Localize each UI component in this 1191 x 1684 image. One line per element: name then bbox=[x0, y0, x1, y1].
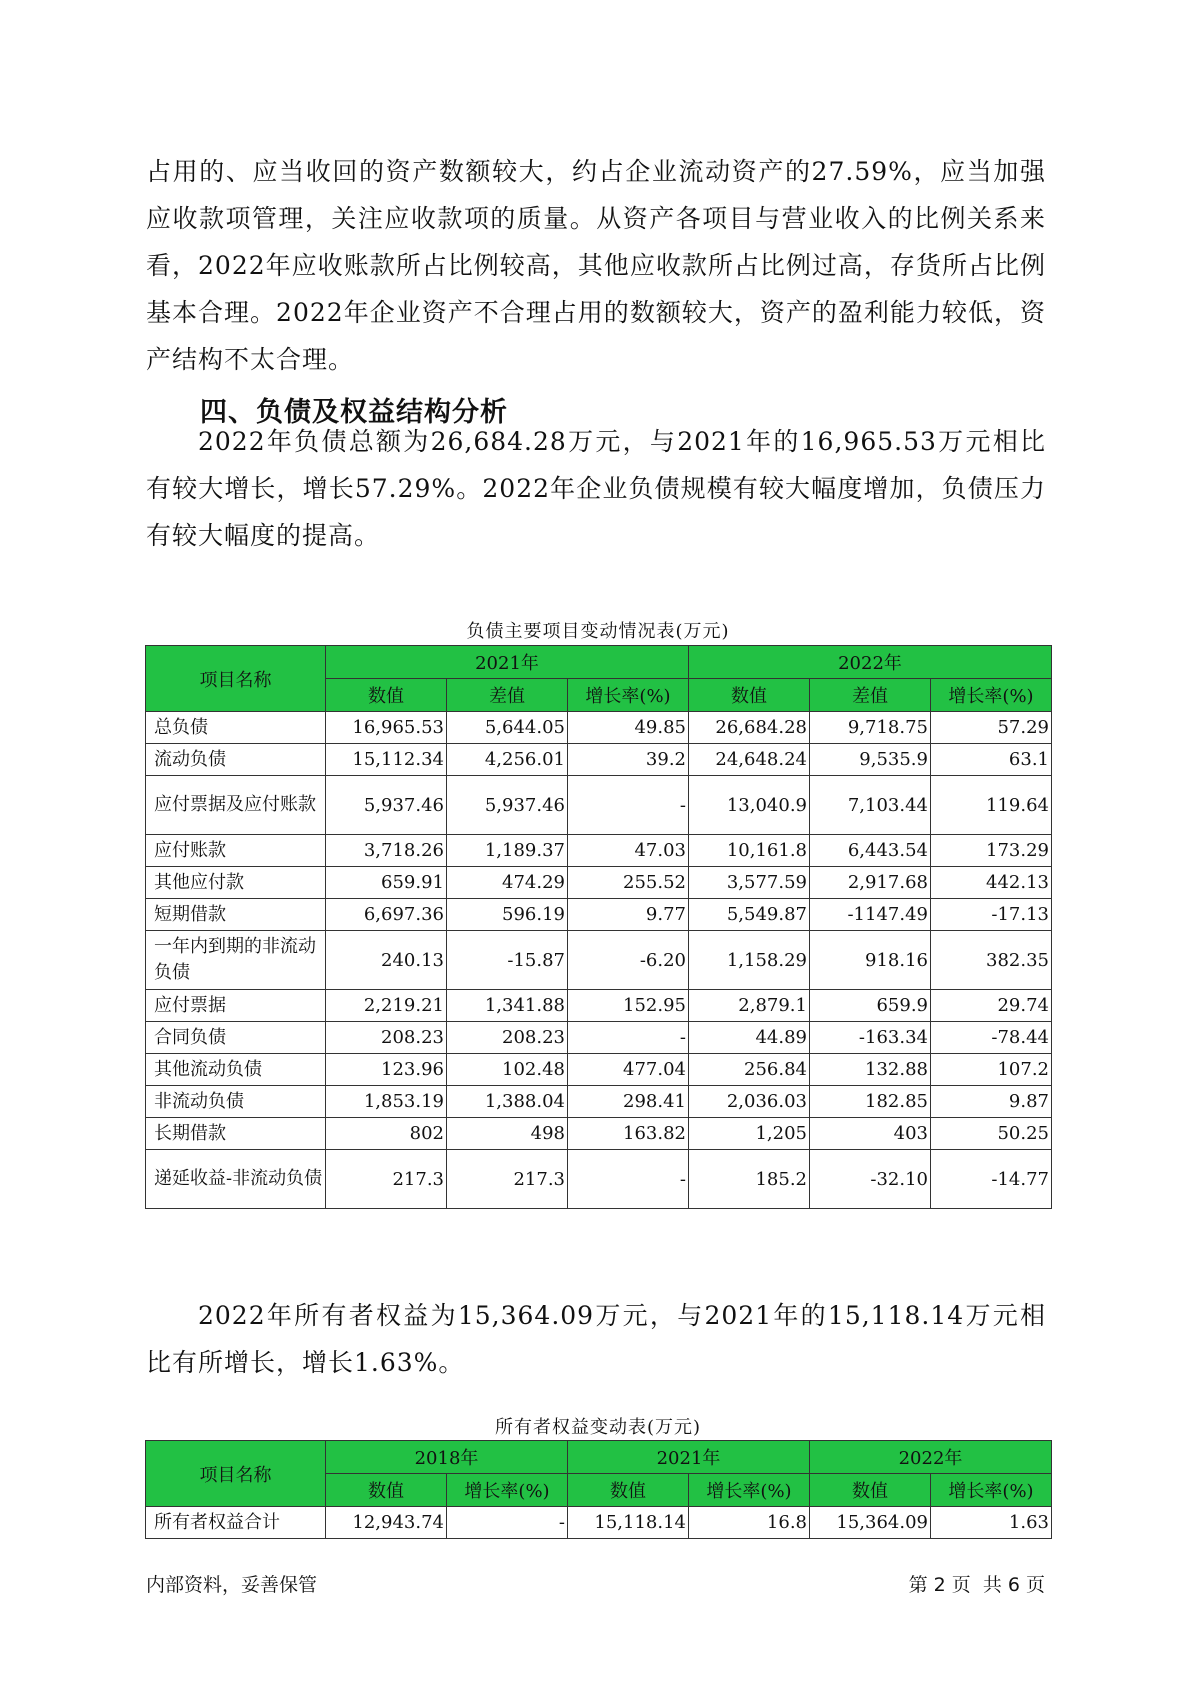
equity-paragraph: 2022年所有者权益为15,364.09万元，与2021年的15,118.14万元相比有所增长，增长1.63%。 bbox=[146, 1301, 1046, 1377]
table-cell: 217.3 bbox=[326, 1150, 447, 1209]
table-cell: 15,118.14 bbox=[568, 1507, 689, 1539]
table-row bbox=[146, 899, 1052, 931]
intro-paragraph: 占用的、应当收回的资产数额较大，约占企业流动资产的27.59%，应当加强应收款项管理，关注应收款项的质量。从资产各项目与营业收入的比例关系来看，2022年应收账款所占比例较高，其他应收款所占比例过高，存货所占比例基本合理。2022年企业资产不合理占用的数额较大，资产的盈利能力较低，资产结构不太合理。 bbox=[146, 157, 1046, 374]
table-cell: 10,161.8 bbox=[689, 835, 810, 867]
table-row bbox=[146, 1086, 1052, 1118]
table-cell: 1,158.29 bbox=[689, 931, 810, 990]
table-row bbox=[146, 1118, 1052, 1150]
table-cell: 132.88 bbox=[810, 1054, 931, 1086]
row-label: 非流动负债 bbox=[146, 1086, 326, 1118]
table-cell: -15.87 bbox=[447, 931, 568, 990]
footer-left: 内部资料，妥善保管 bbox=[146, 1574, 318, 1596]
table-cell: 217.3 bbox=[447, 1150, 568, 1209]
table-cell: - bbox=[568, 1022, 689, 1054]
table-cell: - bbox=[568, 776, 689, 835]
table-cell: 474.29 bbox=[447, 867, 568, 899]
table-cell: 596.19 bbox=[447, 899, 568, 931]
table-cell: 39.2 bbox=[568, 744, 689, 776]
liability-paragraph: 2022年负债总额为26,684.28万元，与2021年的16,965.53万元相比有较大增长，增长57.29%。2022年企业负债规模有较大幅度增加，负债压力有较大幅度的提高。 bbox=[146, 427, 1046, 550]
year-header: 2021年 bbox=[326, 646, 689, 679]
table-cell: 119.64 bbox=[931, 776, 1052, 835]
sub-header: 增长率(%) bbox=[931, 679, 1052, 712]
row-label: 所有者权益合计 bbox=[146, 1507, 326, 1539]
table-cell: 123.96 bbox=[326, 1054, 447, 1086]
table-cell: 50.25 bbox=[931, 1118, 1052, 1150]
table-cell: 6,443.54 bbox=[810, 835, 931, 867]
equity-table bbox=[145, 1440, 1052, 1539]
row-label: 递延收益-非流动负债 bbox=[146, 1150, 326, 1209]
table-cell: 2,879.1 bbox=[689, 990, 810, 1022]
table-cell: 185.2 bbox=[689, 1150, 810, 1209]
table-cell: 57.29 bbox=[931, 712, 1052, 744]
table-cell: 47.03 bbox=[568, 835, 689, 867]
table-cell: 1,853.19 bbox=[326, 1086, 447, 1118]
table-cell: 163.82 bbox=[568, 1118, 689, 1150]
table-cell: 12,943.74 bbox=[326, 1507, 447, 1539]
table-cell: 15,112.34 bbox=[326, 744, 447, 776]
table-cell: 1,189.37 bbox=[447, 835, 568, 867]
sub-header: 数值 bbox=[326, 679, 447, 712]
table-cell: 6,697.36 bbox=[326, 899, 447, 931]
table-cell: 107.2 bbox=[931, 1054, 1052, 1086]
table-cell: 382.35 bbox=[931, 931, 1052, 990]
table-cell: 29.74 bbox=[931, 990, 1052, 1022]
table-cell: 9.77 bbox=[568, 899, 689, 931]
year-header: 2021年 bbox=[568, 1441, 810, 1474]
liability-table-caption: 负债主要项目变动情况表(万元) bbox=[466, 621, 730, 642]
row-label: 长期借款 bbox=[146, 1118, 326, 1150]
table-row bbox=[146, 1054, 1052, 1086]
table-cell: 9,718.75 bbox=[810, 712, 931, 744]
table-cell: -17.13 bbox=[931, 899, 1052, 931]
table-cell: 102.48 bbox=[447, 1054, 568, 1086]
table-cell: 3,577.59 bbox=[689, 867, 810, 899]
year-header: 2022年 bbox=[810, 1441, 1052, 1474]
table-cell: -78.44 bbox=[931, 1022, 1052, 1054]
row-label: 应付账款 bbox=[146, 835, 326, 867]
table-row bbox=[146, 744, 1052, 776]
table-row bbox=[146, 867, 1052, 899]
year-header: 2022年 bbox=[689, 646, 1052, 679]
table-cell: 498 bbox=[447, 1118, 568, 1150]
table-cell: 1,205 bbox=[689, 1118, 810, 1150]
table-row bbox=[146, 776, 1052, 835]
table-cell: 477.04 bbox=[568, 1054, 689, 1086]
table-cell: 5,549.87 bbox=[689, 899, 810, 931]
table-cell: 659.91 bbox=[326, 867, 447, 899]
table-cell: 2,917.68 bbox=[810, 867, 931, 899]
table-cell: 256.84 bbox=[689, 1054, 810, 1086]
table-row bbox=[146, 931, 1052, 990]
row-label: 一年内到期的非流动负债 bbox=[146, 931, 326, 990]
table-cell: 24,648.24 bbox=[689, 744, 810, 776]
table-cell: -14.77 bbox=[931, 1150, 1052, 1209]
table-cell: 2,036.03 bbox=[689, 1086, 810, 1118]
table-cell: 1,388.04 bbox=[447, 1086, 568, 1118]
sub-header: 增长率(%) bbox=[689, 1474, 810, 1507]
table-cell: 13,040.9 bbox=[689, 776, 810, 835]
table-row bbox=[146, 835, 1052, 867]
row-label: 短期借款 bbox=[146, 899, 326, 931]
row-label: 应付票据 bbox=[146, 990, 326, 1022]
table-cell: 802 bbox=[326, 1118, 447, 1150]
table-cell: 4,256.01 bbox=[447, 744, 568, 776]
table-cell: - bbox=[568, 1150, 689, 1209]
table-cell: 2,219.21 bbox=[326, 990, 447, 1022]
table-cell: 7,103.44 bbox=[810, 776, 931, 835]
table-cell: 1.63 bbox=[931, 1507, 1052, 1539]
row-label: 其他应付款 bbox=[146, 867, 326, 899]
table-cell: 44.89 bbox=[689, 1022, 810, 1054]
sub-header: 数值 bbox=[326, 1474, 447, 1507]
section-heading: 四、负债及权益结构分析 bbox=[200, 397, 508, 428]
sub-header: 差值 bbox=[810, 679, 931, 712]
table-cell: 152.95 bbox=[568, 990, 689, 1022]
table-cell: 9,535.9 bbox=[810, 744, 931, 776]
table-cell: 1,341.88 bbox=[447, 990, 568, 1022]
table-cell: 9.87 bbox=[931, 1086, 1052, 1118]
sub-header: 增长率(%) bbox=[447, 1474, 568, 1507]
table-row bbox=[146, 990, 1052, 1022]
table-cell: 208.23 bbox=[326, 1022, 447, 1054]
table-row bbox=[146, 1507, 1052, 1539]
year-header: 2018年 bbox=[326, 1441, 568, 1474]
table-cell: 255.52 bbox=[568, 867, 689, 899]
table-row bbox=[146, 1150, 1052, 1209]
table-cell: - bbox=[447, 1507, 568, 1539]
sub-header: 增长率(%) bbox=[568, 679, 689, 712]
table-cell: 208.23 bbox=[447, 1022, 568, 1054]
table-cell: 298.41 bbox=[568, 1086, 689, 1118]
table-cell: 5,644.05 bbox=[447, 712, 568, 744]
table-cell: -6.20 bbox=[568, 931, 689, 990]
table-cell: 49.85 bbox=[568, 712, 689, 744]
table-cell: 63.1 bbox=[931, 744, 1052, 776]
footer-page-number: 第 2 页 共 6 页 bbox=[908, 1574, 1045, 1596]
table-cell: 403 bbox=[810, 1118, 931, 1150]
table-cell: 15,364.09 bbox=[810, 1507, 931, 1539]
table-cell: 16.8 bbox=[689, 1507, 810, 1539]
table-cell: -1147.49 bbox=[810, 899, 931, 931]
table-cell: 26,684.28 bbox=[689, 712, 810, 744]
table-cell: 5,937.46 bbox=[447, 776, 568, 835]
table-row bbox=[146, 1022, 1052, 1054]
sub-header: 差值 bbox=[447, 679, 568, 712]
item-name-header: 项目名称 bbox=[146, 1441, 326, 1507]
sub-header: 增长率(%) bbox=[931, 1474, 1052, 1507]
table-cell: -32.10 bbox=[810, 1150, 931, 1209]
sub-header: 数值 bbox=[568, 1474, 689, 1507]
table-cell: 918.16 bbox=[810, 931, 931, 990]
table-cell: -163.34 bbox=[810, 1022, 931, 1054]
table-cell: 5,937.46 bbox=[326, 776, 447, 835]
row-label: 流动负债 bbox=[146, 744, 326, 776]
row-label: 其他流动负债 bbox=[146, 1054, 326, 1086]
row-label: 应付票据及应付账款 bbox=[146, 776, 326, 835]
row-label: 合同负债 bbox=[146, 1022, 326, 1054]
table-cell: 3,718.26 bbox=[326, 835, 447, 867]
table-cell: 240.13 bbox=[326, 931, 447, 990]
table-row bbox=[146, 712, 1052, 744]
table-cell: 173.29 bbox=[931, 835, 1052, 867]
sub-header: 数值 bbox=[810, 1474, 931, 1507]
table-cell: 659.9 bbox=[810, 990, 931, 1022]
equity-table-caption: 所有者权益变动表(万元) bbox=[494, 1417, 702, 1438]
row-label: 总负债 bbox=[146, 712, 326, 744]
liability-table bbox=[145, 645, 1052, 1209]
sub-header: 数值 bbox=[689, 679, 810, 712]
table-cell: 16,965.53 bbox=[326, 712, 447, 744]
item-name-header: 项目名称 bbox=[146, 646, 326, 712]
table-cell: 182.85 bbox=[810, 1086, 931, 1118]
table-cell: 442.13 bbox=[931, 867, 1052, 899]
